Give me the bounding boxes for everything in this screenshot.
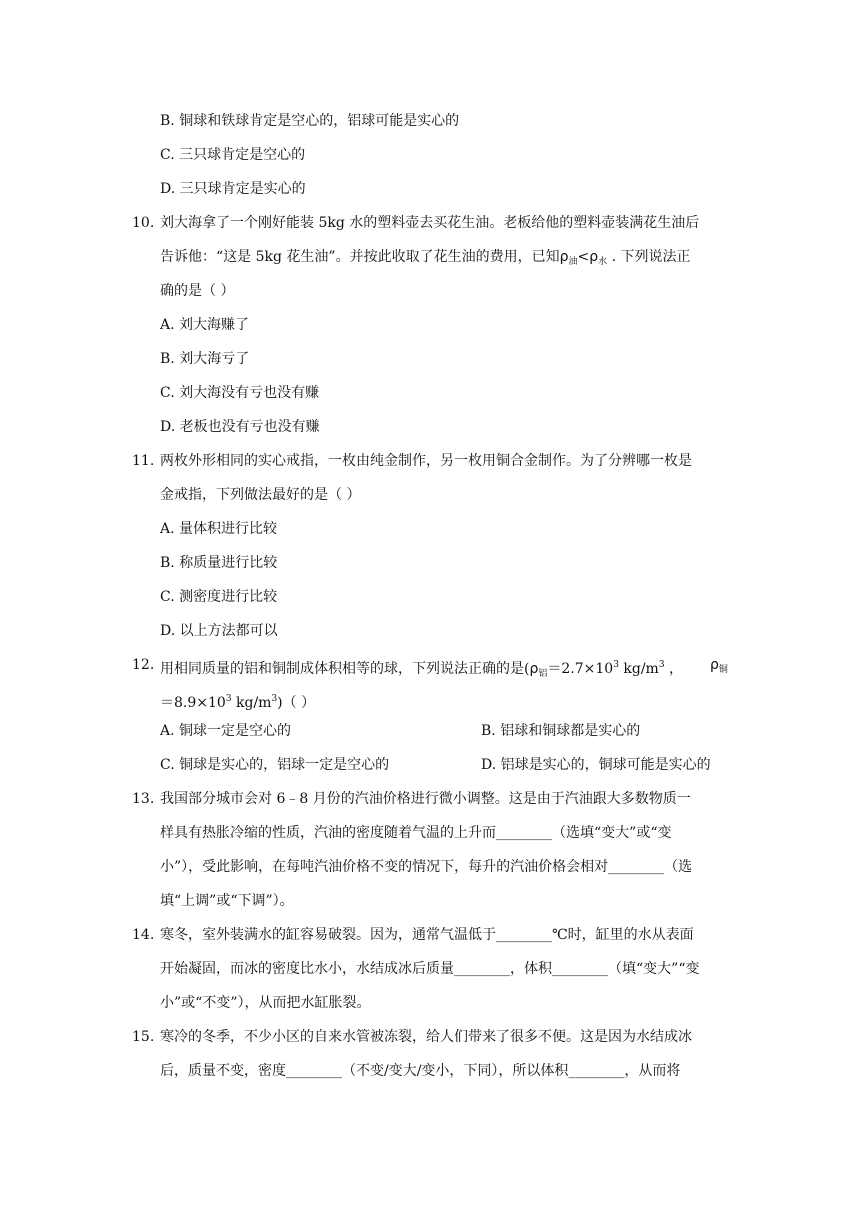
q12-line-2 (160, 689, 315, 713)
q10-option-b: B. 刘大海亏了 (160, 351, 250, 367)
separator-comma: ， (664, 661, 683, 677)
q12-option-a: A. 铜球一定是空心的 (160, 723, 292, 739)
q10-line-2-text: 告诉他：“这是 5kg 花生油”。并按此收取了花生油的费用，已知 (160, 249, 560, 265)
q14-line-1: 寒冬，室外装满水的缸容易破裂。因为，通常气温低于________℃时，缸里的水从表面 (160, 927, 694, 943)
q10-line-2 (160, 247, 690, 272)
q10-option-c: C. 刘大海没有亏也没有赚 (160, 385, 320, 401)
q15-line-2: 后，质量不变，密度________（不变/变大/变小，下同），所以体积________，从而将 (160, 1063, 681, 1079)
q11-line-2: 金戒指，下列做法最好的是（ ） (160, 487, 361, 503)
subscript-water: 水 (598, 257, 608, 267)
rho-symbol: ρ (710, 657, 719, 673)
aluminum-density-unit: kg/m (618, 661, 659, 677)
unit-exponent: 3 (658, 660, 665, 670)
q9-option-d: D. 三只球肯定是实心的 (160, 181, 306, 197)
q12-line-1-text: 用相同质量的铝和铜制成体积相等的球，下列说法正确的是( (160, 661, 530, 677)
copper-density-unit: kg/m (231, 695, 272, 711)
q13-line-1: 我国部分城市会对 6﹣8 月份的汽油价格进行微小调整。这是由于汽油跟大多数物质一 (160, 791, 691, 807)
q10-line-3: 确的是（ ） (160, 283, 235, 299)
q14-line-2: 开始凝固，而冰的密度比水小，水结成冰后质量________，体积________（填“变大”“变 (160, 961, 700, 977)
q11-line-1: 两枚外形相同的实心戒指，一枚由纯金制作，另一枚用铜合金制作。为了分辨哪一枚是 (160, 453, 692, 469)
subscript-oil: 油 (568, 257, 578, 267)
copper-density-value: ＝8.9×10 (160, 695, 226, 711)
q12-number: 12. (132, 657, 155, 673)
q13-line-3: 小”），受此影响，在每吨汽油价格不变的情况下，每升的汽油价格会相对________（选 (160, 859, 693, 875)
q15-line-1: 寒冷的冬季，不少小区的自来水管被冻裂，给人们带来了很多不便。这是因为水结成冰 (160, 1029, 692, 1045)
q12-option-d: D. 铝球是实心的，铜球可能是实心的 (481, 757, 711, 773)
q11-option-b: B. 称质量进行比较 (160, 555, 278, 571)
q10-option-d: D. 老板也没有亏也没有赚 (160, 419, 320, 435)
aluminum-density-value: ＝2.7×10 (547, 661, 614, 677)
rho-symbol: ρ (559, 249, 569, 265)
subscript-aluminum: 铝 (538, 669, 548, 679)
q10-option-a: A. 刘大海赚了 (160, 317, 250, 333)
q11-option-a: A. 量体积进行比较 (160, 521, 278, 537)
exponent: 3 (225, 694, 232, 704)
q12-line-1 (160, 655, 683, 684)
q10-line-2-tail: . 下列说法正 (607, 249, 691, 265)
q14-number: 14. (132, 927, 155, 943)
rho-symbol: ρ (529, 661, 539, 677)
less-than-sign: < (577, 249, 590, 265)
q12-option-c: C. 铜球是实心的，铝球一定是空心的 (160, 757, 390, 773)
q13-line-2: 样具有热胀冷缩的性质，汽油的密度随着气温的上升而________（选填“变大”或“变 (160, 825, 672, 841)
unit-exponent: 3 (271, 694, 278, 704)
q9-option-c: C. 三只球肯定是空心的 (160, 147, 306, 163)
q12-option-b: B. 铝球和铜球都是实心的 (481, 723, 641, 739)
q11-number: 11. (132, 453, 155, 469)
q13-line-4: 填“上调”或“下调”）。 (160, 893, 294, 909)
q10-number: 10. (132, 215, 155, 231)
q13-number: 13. (132, 791, 155, 807)
q12-line-2-tail: )（ ） (277, 695, 316, 711)
subscript-copper: 铜 (718, 665, 728, 675)
q11-option-d: D. 以上方法都可以 (160, 623, 278, 639)
exponent: 3 (613, 660, 619, 670)
q15-number: 15. (132, 1029, 155, 1045)
q14-line-3: 小”或“不变”），从而把水缸胀裂。 (160, 995, 371, 1011)
q12-copper-symbol (710, 655, 728, 680)
q10-line-1: 刘大海拿了一个刚好能装 5kg 水的塑料壶去买花生油。老板给他的塑料壶装满花生油后 (160, 215, 700, 231)
q9-option-b: B. 铜球和铁球肯定是空心的，铝球可能是实心的 (160, 113, 460, 129)
q11-option-c: C. 测密度进行比较 (160, 589, 278, 605)
rho-symbol: ρ (589, 249, 599, 265)
